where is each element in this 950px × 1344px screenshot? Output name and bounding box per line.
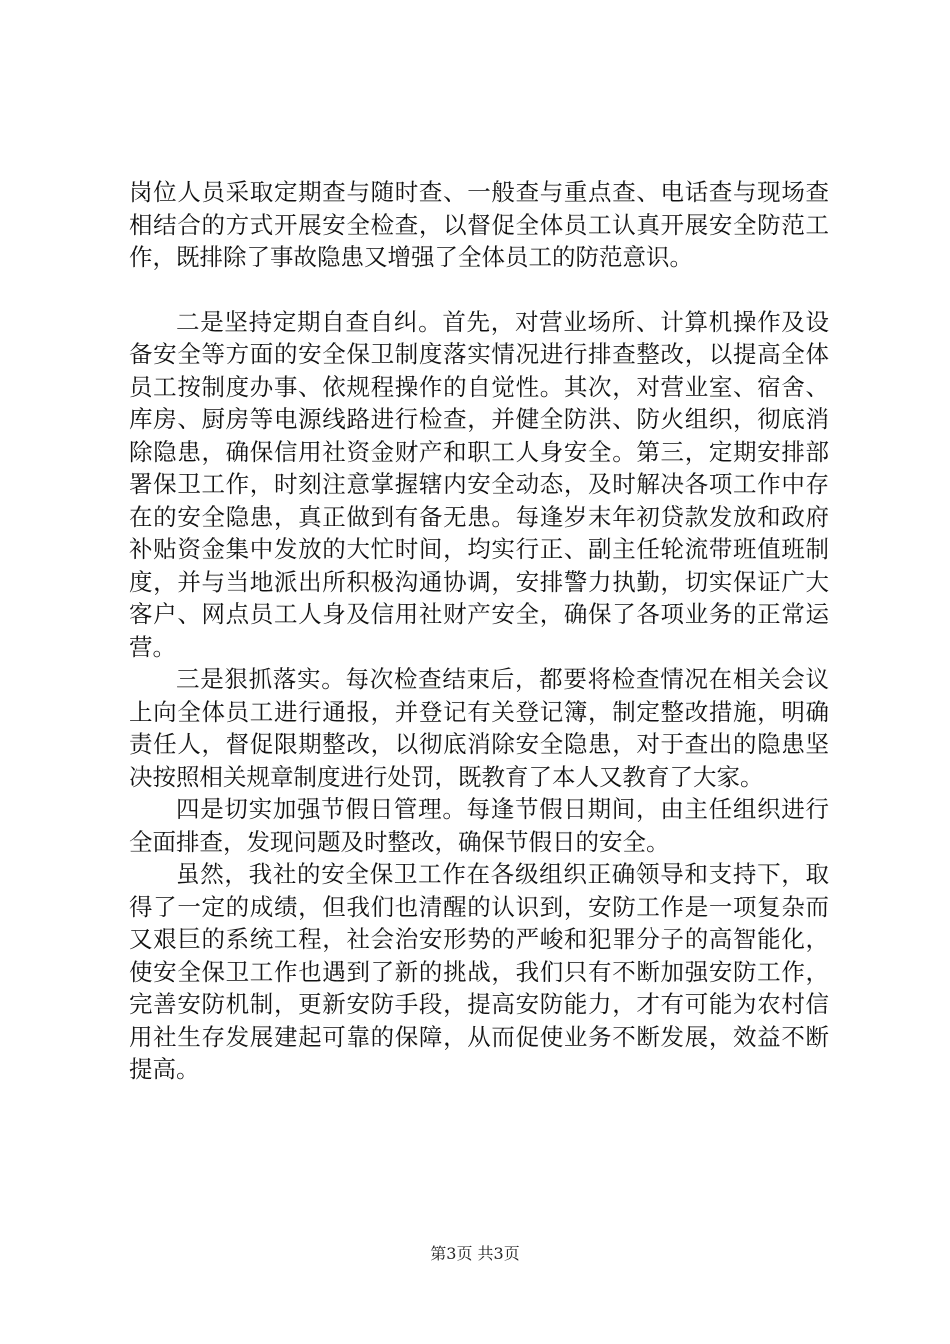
page-number-footer: 第3页 共3页 xyxy=(430,1244,520,1263)
document-body xyxy=(129,176,829,1086)
paragraph-periodic-self-inspection: 二是坚持定期自查自纠。首先，对营业场所、计算机操作及设备安全等方面的安全保卫制度落实情况进行排查整改，以提高全体员工按制度办事、依规程操作的自觉性。其次，对营业室、宿舍、库房、厨房等电源线路进行检查，并健全防洪、防火组织，彻底消除隐患，确保信用社资金财产和职工人身安全。第三，定期安排部署保卫工作，时刻注意掌握辖内安全动态，及时解决各项工作中存在的安全隐患，真正做到有备无患。每逢岁末年初贷款发放和政府补贴资金集中发放的大忙时间，均实行正、副主任轮流带班值班制度，并与当地派出所积极沟通协调，安排警力执勤，切实保证广大客户、网点员工人身及信用社财产安全，确保了各项业务的正常运营。 xyxy=(129,307,829,661)
paragraph-continuation: 岗位人员采取定期查与随时查、一般查与重点查、电话查与现场查相结合的方式开展安全检查，以督促全体员工认真开展安全防范工作，既排除了事故隐患又增强了全体员工的防范意识。 xyxy=(129,178,829,271)
paragraph-conclusion: 虽然，我社的安全保卫工作在各级组织正确领导和支持下，取得了一定的成绩，但我们也清醒的认识到，安防工作是一项复杂而又艰巨的系统工程，社会治安形势的严峻和犯罪分子的高智能化，使安全保卫工作也遇到了新的挑战，我们只有不断加强安防工作，完善安防机制，更新安防手段，提高安防能力，才有可能为农村信用社生存发展建起可靠的保障，从而促使业务不断发展，效益不断提高。 xyxy=(129,860,829,1083)
paragraph-holiday-management: 四是切实加强节假日管理。每逢节假日期间，由主任组织进行全面排查，发现问题及时整改，确保节假日的安全。 xyxy=(129,795,829,856)
paragraph-implementation: 三是狠抓落实。每次检查结束后，都要将检查情况在相关会议上向全体员工进行通报，并登记有关登记簿，制定整改措施，明确责任人，督促限期整改，以彻底消除安全隐患，对于查出的隐患坚决按照相关规章制度进行处罚，既教育了本人又教育了大家。 xyxy=(129,665,829,791)
